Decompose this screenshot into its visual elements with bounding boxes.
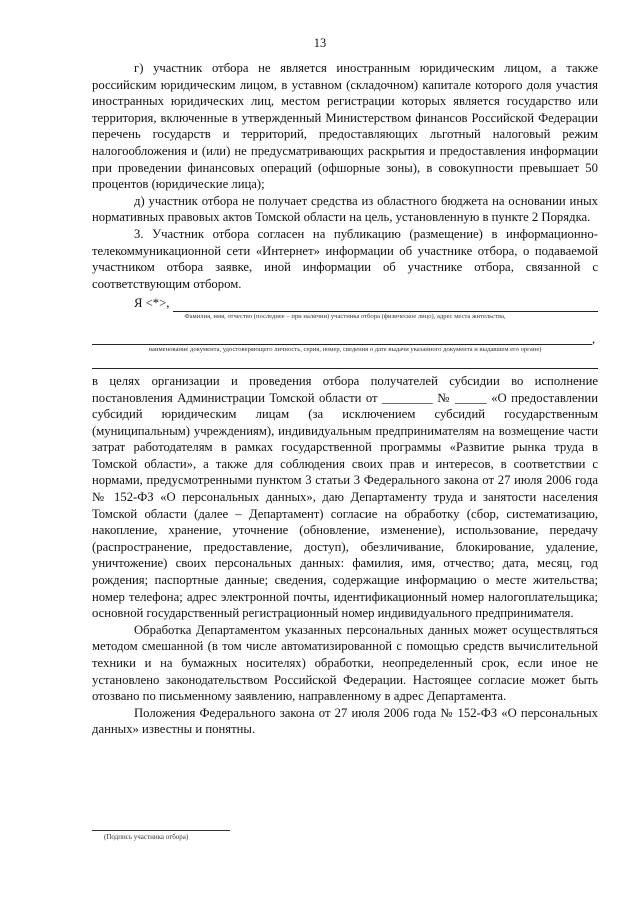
name-caption: Фамилия, имя, отчество (последнее – при наличии) участника отбора (физическое лицо), адрес места жительства,: [184, 312, 506, 320]
document-fill-line: [92, 333, 598, 345]
document-blank[interactable]: [92, 334, 592, 345]
comma: ,: [592, 331, 596, 346]
name-blank[interactable]: [173, 299, 598, 312]
paragraph-d: д) участник отбора не получает средства из областного бюджета на основании иных нормативных правовых актов Томской области на цель, установленную в пункте 2 Порядка.: [92, 193, 598, 225]
extra-blank-line[interactable]: [92, 368, 598, 369]
document-body: [92, 60, 598, 738]
paragraph-g: г) участник отбора не является иностранным юридическим лицом, а также российским юридическим лицом, в уставном (складочном) капитале которого доля участия иностранных юридических лиц, местом регистрации которых является государство или территория, включенные в утвержденный Министерством финансов Российской Федерации перечень государств и территорий, предоставляющих льготный налоговый режим налогообложения и (или) не предусматривающих раскрытия и предоставления информации при проведении финансовых операций (офшорные зоны), в совокупности превышает 50 процентов (юридические лица);: [92, 61, 598, 192]
page-number: 13: [313, 36, 327, 50]
signature-line[interactable]: [92, 830, 230, 831]
document-caption: наименование документа, удостоверяющего личность, серия, номер, сведения о дате выдачи указанного документа и выдавшем его органе): [148, 345, 542, 353]
processing-paragraph: Обработка Департаментом указанных персональных данных может осуществляться методом смешанной (в том числе автоматизированной с помощью средств вычислительной техники и на бумажных носителях) обработки, неопределенный срок, если иное не установлено законодательством Российской Федерации. Настоящее согласие может быть отозвано по письменному заявлению, направленному в адрес Департамента.: [92, 622, 598, 704]
i-label: Я <*>,: [134, 296, 170, 311]
name-fill-line: [92, 295, 598, 312]
paragraph-3: 3. Участник отбора согласен на публикацию (размещение) в информационно-телекоммуникационной сети «Интернет» информации об участнике отбора, о подаваемой участником отбора заявке, иной информации об участнике отбора, связанной с соответствующим отбором.: [92, 226, 598, 291]
consent-paragraph: в целях организации и проведения отбора получателей субсидии во исполнение постановления Администрации Томской области от ________ № _____ «О предоставлении субсидий юридическим лицам (за исключением субсидий государственным (муниципальным) учреждениям), индивидуальным предпринимателям на возмещение части затрат работодателям в рамках государственной программы «Развитие рынка труда в Томской области», а также для соблюдения своих прав и интересов, в соответствии с нормами, предусмотренными пунктом 3 статьи 3 Федерального закона от 27 июля 2006 года № 152-ФЗ «О персональных данных», даю Департаменту труда и занятости населения Томской области (далее – Департамент) согласие на обработку (сбор, систематизацию, накопление, хранение, уточнение (обновление, изменение), использование, передачу (распространение, предоставление, доступ), обезличивание, блокирование, удаление, уничтожение) своих персональных данных: фамилия, имя, отчество; дата, месяц, год рождения; паспортные данные; сведения, содержащие информацию о месте жительства; номер телефона; адрес электронной почты, идентификационный номер налогоплательщика; основной государственный регистрационный номер индивидуального предпринимателя.: [92, 373, 598, 621]
law-paragraph: Положения Федерального закона от 27 июля 2006 года № 152-ФЗ «О персональных данных» известны и понятны.: [92, 705, 598, 737]
signature-caption: (Подпись участника отбора): [104, 833, 189, 841]
